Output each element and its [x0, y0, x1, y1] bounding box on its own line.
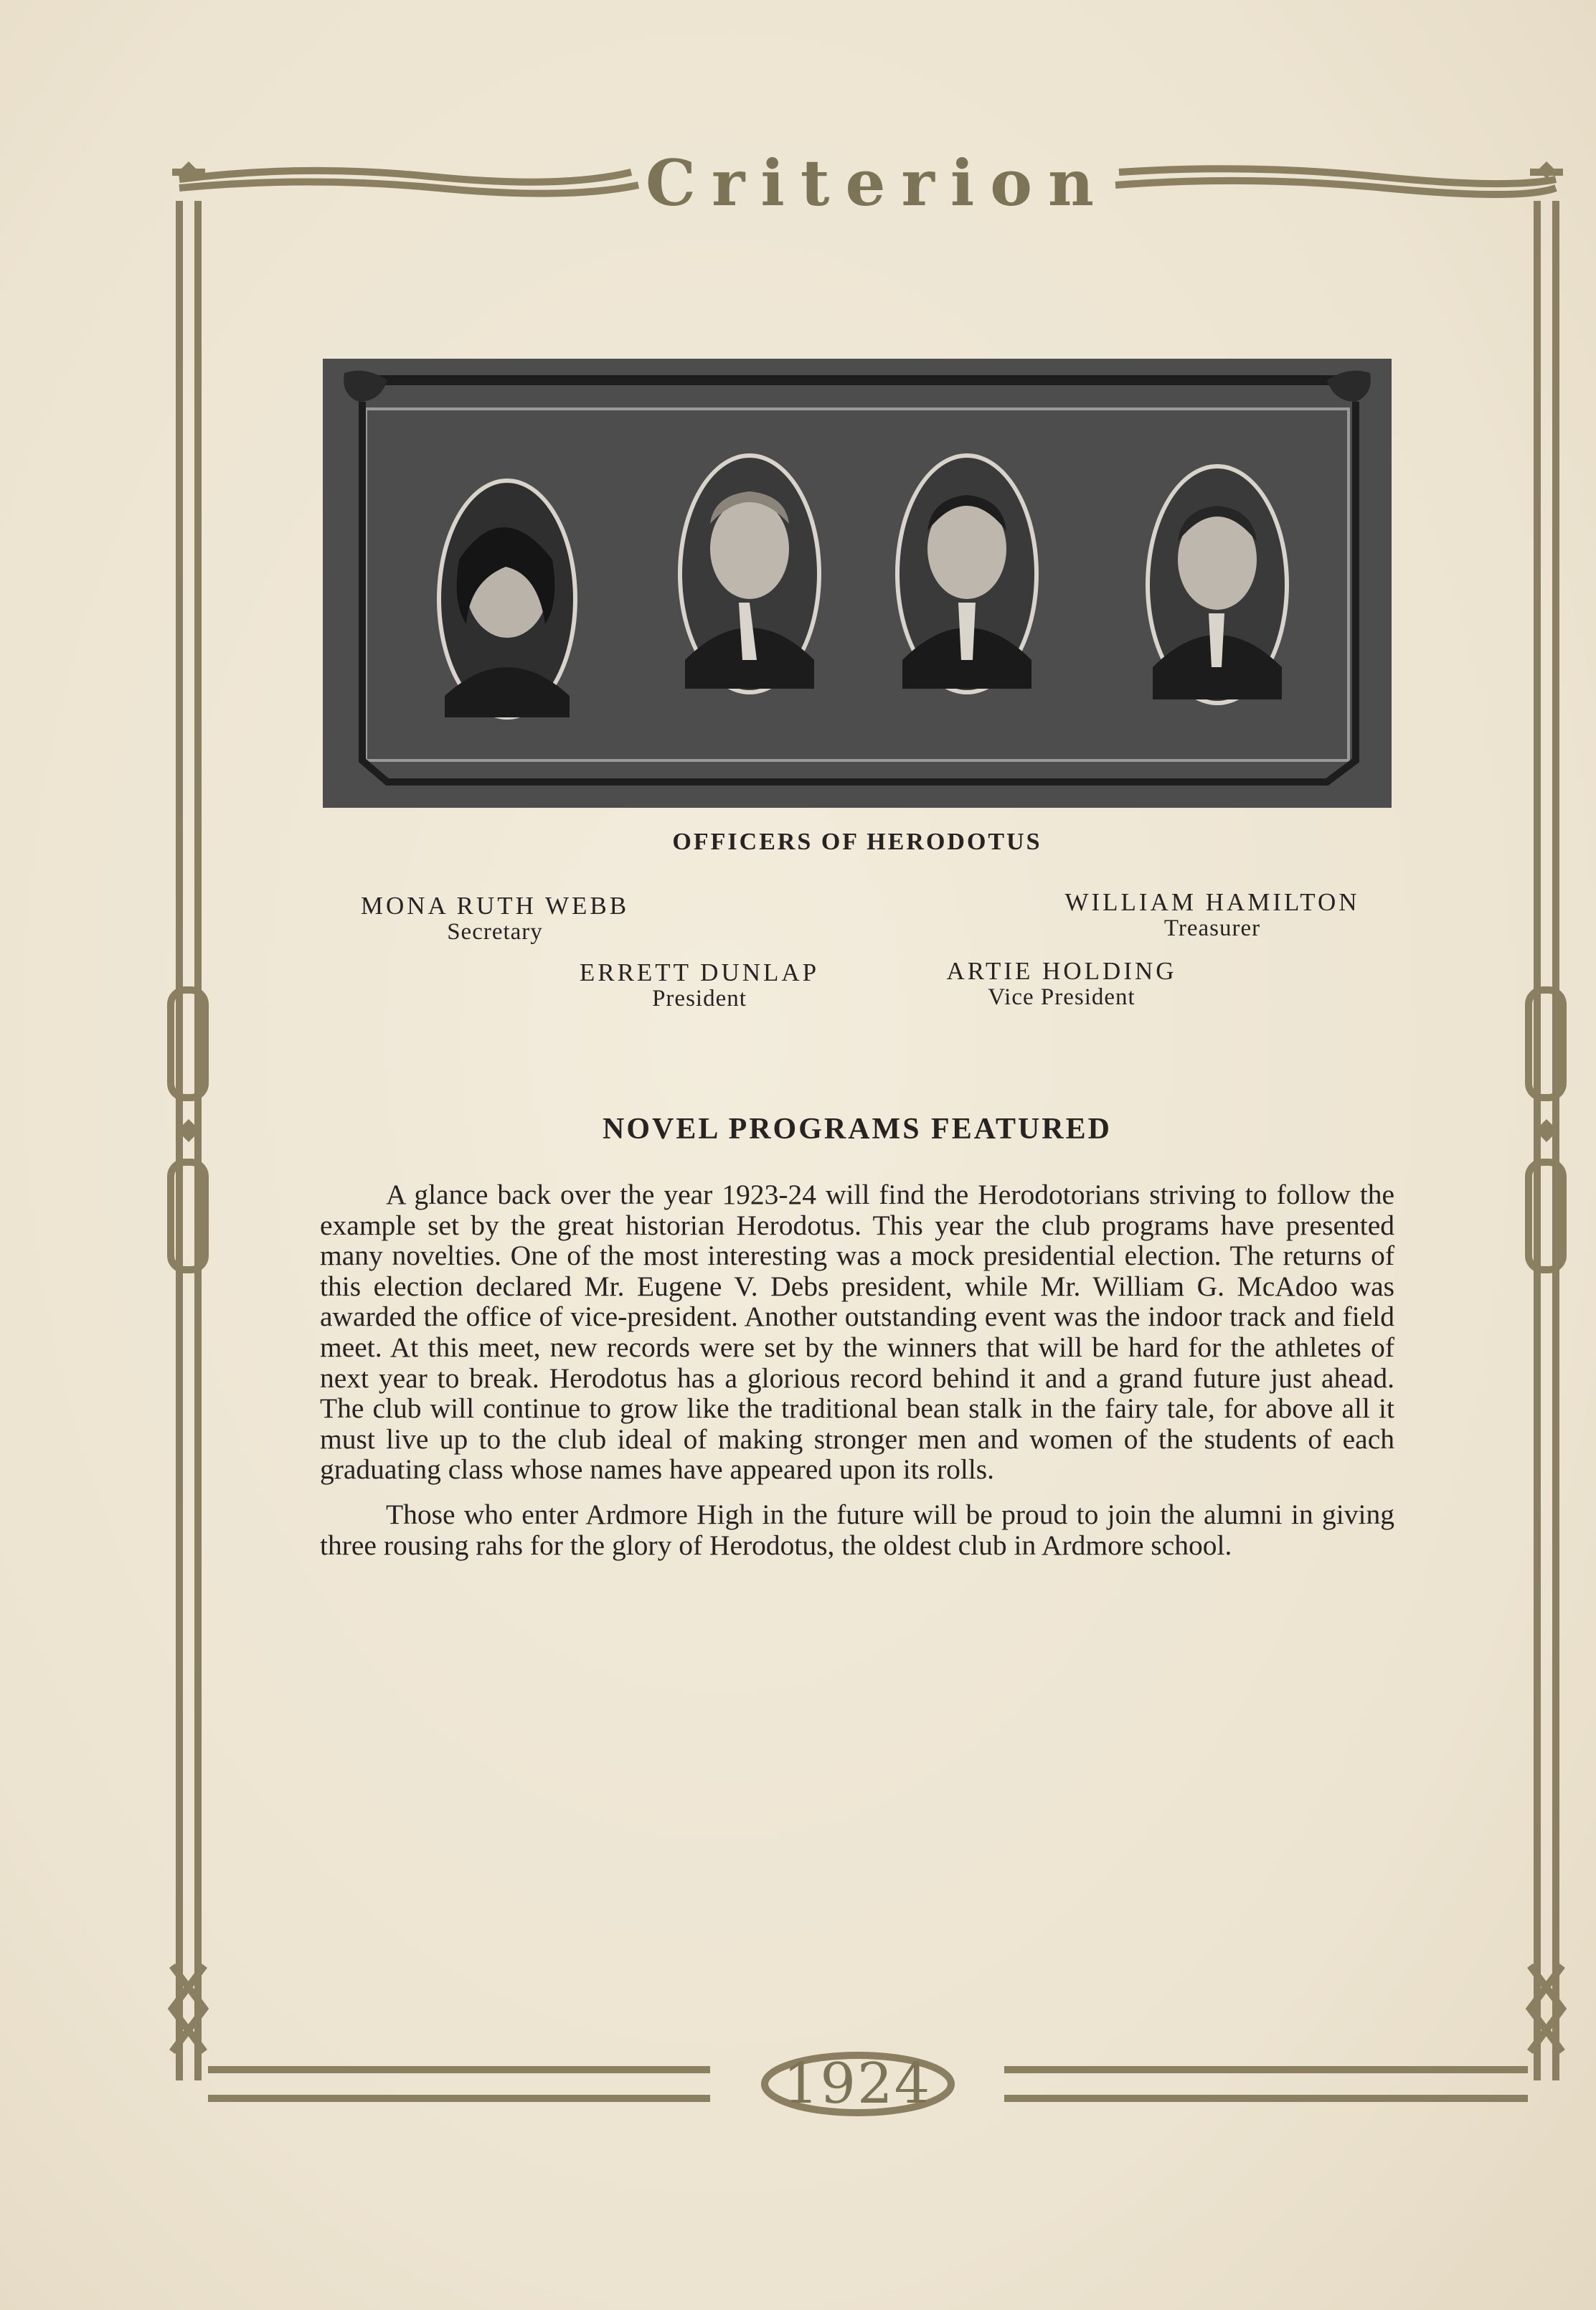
officers-photo [323, 359, 1392, 808]
photo-caption: OFFICERS OF HERODOTUS [672, 829, 1042, 855]
portrait-man-2 [895, 453, 1039, 694]
article-body [320, 1179, 1394, 1575]
officer-name: ARTIE HOLDING [946, 957, 1177, 985]
officer-president [552, 960, 846, 1012]
officer-name: WILLIAM HAMILTON [1064, 888, 1360, 916]
article-heading: NOVEL PROGRAMS FEATURED [603, 1113, 1112, 1146]
officer-role: Vice President [988, 984, 1135, 1010]
portrait-man-3 [1146, 464, 1289, 705]
officer-role: Treasurer [1163, 915, 1261, 941]
officer-secretary [337, 893, 653, 945]
officer-vice-president [918, 958, 1205, 1010]
article-paragraph: A glance back over the year 1923-24 will find the Herodotorians striving to follow the example set by the great historian Herodotus. This year the club programs have presented many novelties. One of the most interesting was a mock presidential election. The returns of this election declared Mr. Eugene V. Debs president, while Mr. William G. McAdoo was awarded the office of vice-president. Another outstanding event was the indoor track and field meet. At this meet, new records were set by the winners that will be hard for the athletes of next year to break. Herodotus has a glorious record behind it and a grand future just ahead. The club will continue to grow like the traditional bean stalk in the fairy tale, for above all it must live up to the club ideal of making stronger men and women of the students of each graduating class whose names have appeared upon its rolls. [320, 1179, 1394, 1486]
officer-name: ERRETT DUNLAP [579, 958, 820, 986]
officer-treasurer [1054, 890, 1370, 941]
yearbook-year: 1924 [783, 2052, 932, 2116]
portrait-woman [437, 478, 577, 720]
officer-role: Secretary [447, 919, 543, 945]
yearbook-title: Criterion [646, 146, 1110, 220]
officer-role: President [652, 986, 747, 1012]
officer-name: MONA RUTH WEBB [360, 892, 630, 920]
portrait-man-1 [678, 453, 821, 694]
article-paragraph: Those who enter Ardmore High in the future will be proud to join the alumni in giving three rousing rahs for the glory of Herodotus, the oldest club in Ardmore school. [320, 1498, 1394, 1561]
